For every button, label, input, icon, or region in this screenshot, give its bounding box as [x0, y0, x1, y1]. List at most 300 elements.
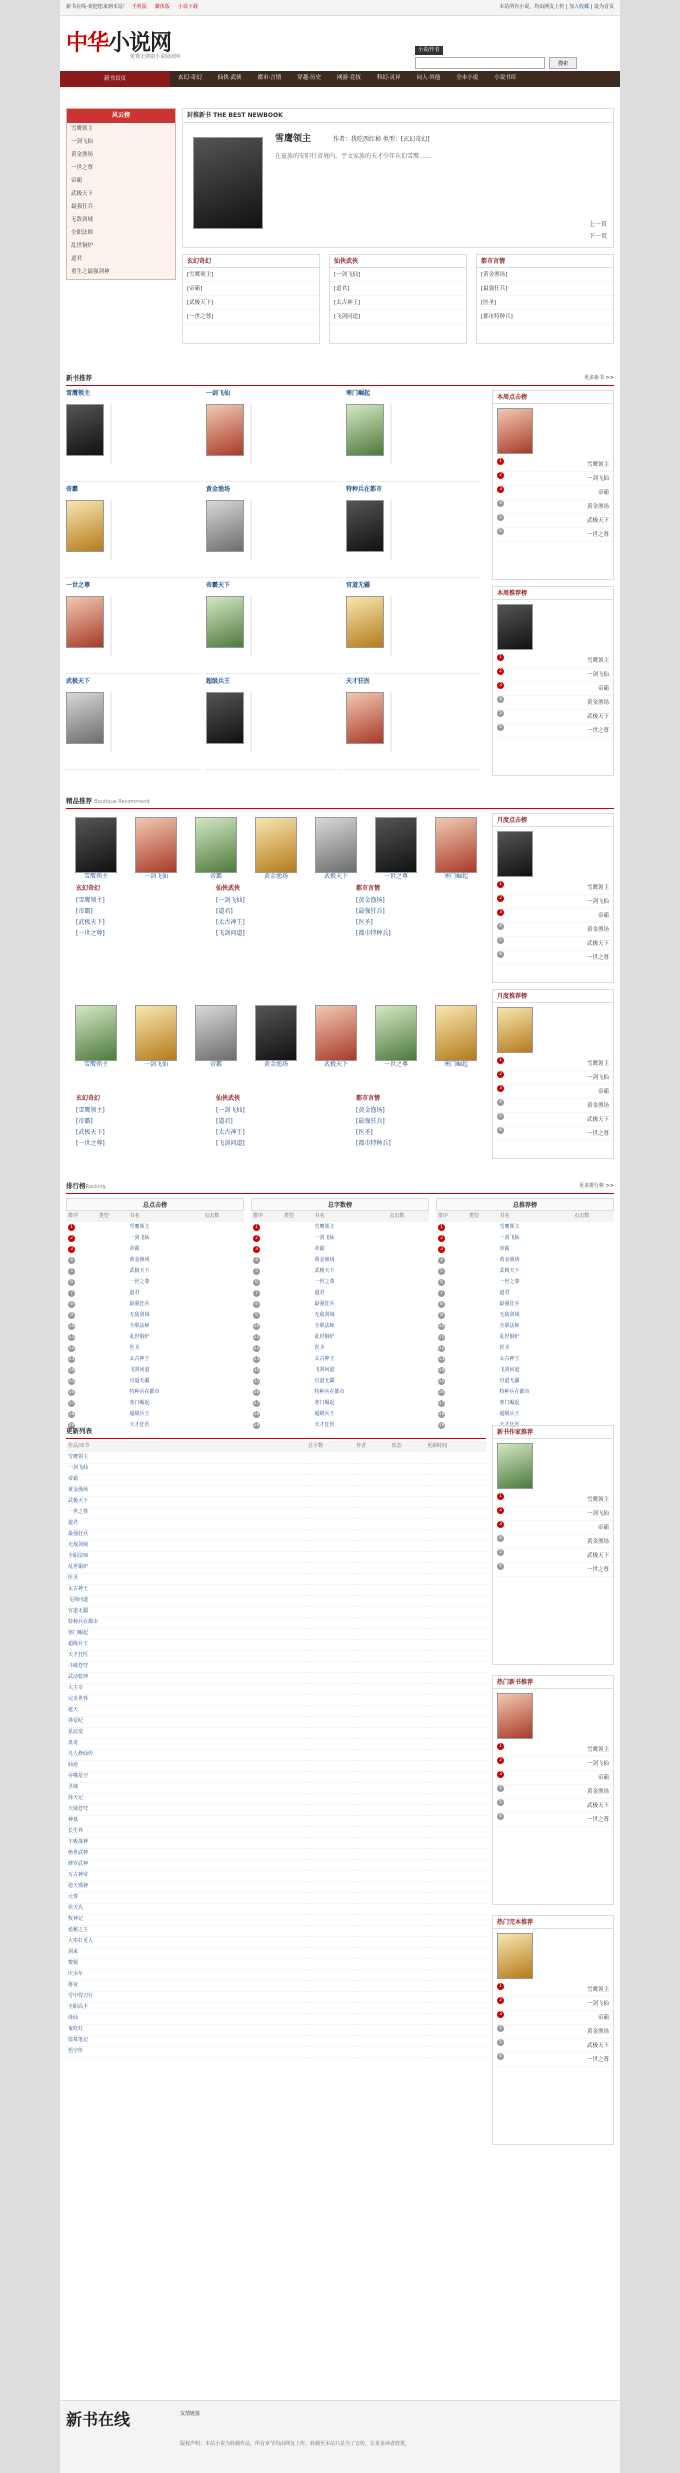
boutique-category-item[interactable]: [道君]	[216, 908, 233, 915]
ranking-book[interactable]: 太古神王	[129, 1356, 150, 1362]
side-list-item[interactable]	[493, 1549, 613, 1563]
boutique-name[interactable]: 一剑飞仙	[143, 873, 168, 880]
side-list-item[interactable]	[493, 1493, 613, 1507]
boutique-book[interactable]	[311, 1005, 361, 1069]
side-list-item[interactable]	[493, 472, 613, 486]
ranking-book[interactable]: 帝霸	[499, 1246, 510, 1252]
ranking-row[interactable]	[66, 1244, 244, 1255]
boutique-cover[interactable]	[75, 817, 117, 873]
ranking-book[interactable]: 寒门崛起	[314, 1400, 335, 1406]
side-list-name[interactable]: 一剑飞仙	[586, 476, 609, 482]
ranking-row[interactable]	[436, 1244, 614, 1255]
ranking-book[interactable]: 道君	[499, 1290, 510, 1296]
fengyun-item[interactable]	[67, 253, 175, 266]
update-book[interactable]: 道君	[68, 1520, 79, 1526]
ranking-row[interactable]	[66, 1376, 244, 1387]
update-row[interactable]	[66, 1496, 486, 1507]
new-book-cover[interactable]	[66, 500, 104, 552]
boutique-category-item[interactable]: [武极天下]	[76, 919, 105, 926]
boutique-book[interactable]	[251, 817, 301, 881]
side-list-name[interactable]: 帝霸	[597, 490, 609, 496]
update-book[interactable]: 医圣	[68, 1575, 79, 1581]
update-book[interactable]: 黄金渔场	[68, 1487, 89, 1493]
update-row[interactable]	[66, 1683, 486, 1694]
ranking-row[interactable]	[436, 1266, 614, 1277]
side-list-item[interactable]	[493, 2053, 613, 2067]
boutique-book[interactable]	[131, 1005, 181, 1069]
side-list-item[interactable]	[493, 1771, 613, 1785]
side-list-name[interactable]: 一世之尊	[586, 1567, 609, 1573]
ranking-row[interactable]	[251, 1409, 429, 1420]
category-item[interactable]: [黄金渔场]	[477, 268, 613, 282]
new-book-title[interactable]: 雪鹰领主	[66, 390, 91, 397]
update-book[interactable]: 全职法师	[68, 1553, 89, 1559]
update-book[interactable]: 圣墟	[68, 1784, 79, 1790]
update-row[interactable]	[66, 2024, 486, 2035]
side-list-name[interactable]: 黄金渔场	[586, 1539, 609, 1545]
boutique-category-item[interactable]: [医圣]	[356, 919, 373, 926]
fengyun-item-name[interactable]: 雪鹰领主	[71, 126, 94, 132]
update-book[interactable]: 诛仙	[68, 2015, 79, 2021]
update-row[interactable]	[66, 1848, 486, 1859]
update-book[interactable]: 绝世武神	[68, 1850, 89, 1856]
ranking-book[interactable]: 最强狂兵	[499, 1301, 520, 1307]
side-list-name[interactable]: 雪鹰领主	[586, 658, 609, 664]
update-row[interactable]	[66, 2013, 486, 2024]
nav-item[interactable]: 小说书库	[494, 75, 517, 82]
side-list-item[interactable]	[493, 724, 613, 738]
new-book-card[interactable]	[346, 486, 482, 578]
update-row[interactable]	[66, 1562, 486, 1573]
ranking-row[interactable]	[66, 1409, 244, 1420]
boutique-name[interactable]: 武极天下	[323, 1061, 348, 1068]
category-item[interactable]: [飞剑问道]	[330, 310, 466, 324]
side-list-name[interactable]: 黄金渔场	[586, 504, 609, 510]
side-list-name[interactable]: 武极天下	[586, 714, 609, 720]
side-list-item[interactable]	[493, 1057, 613, 1071]
side-list-item[interactable]	[493, 500, 613, 514]
fengyun-item[interactable]	[67, 188, 175, 201]
new-book-cover[interactable]	[66, 404, 104, 456]
update-row[interactable]	[66, 1815, 486, 1826]
update-row[interactable]	[66, 1826, 486, 1837]
month-rec-cover[interactable]	[497, 1007, 533, 1053]
ranking-book[interactable]: 武极天下	[314, 1268, 335, 1274]
new-book-cover[interactable]	[206, 500, 244, 552]
side-list-item[interactable]	[493, 951, 613, 965]
fengyun-item-name[interactable]: 帝霸	[71, 178, 83, 184]
ranking-book[interactable]: 官道无疆	[129, 1378, 150, 1384]
ranking-book[interactable]: 官道无疆	[314, 1378, 335, 1384]
ranking-book[interactable]: 雪鹰领主	[314, 1224, 335, 1230]
new-book-card[interactable]	[66, 582, 202, 674]
side-list-item[interactable]	[493, 1071, 613, 1085]
side-list-item[interactable]	[493, 1757, 613, 1771]
side-list-item[interactable]	[493, 1507, 613, 1521]
ranking-book[interactable]: 超级兵王	[314, 1411, 335, 1417]
fengyun-item[interactable]	[67, 227, 175, 240]
ranking-book[interactable]: 官道无疆	[499, 1378, 520, 1384]
side-list-name[interactable]: 黄金渔场	[586, 1103, 609, 1109]
category-item[interactable]: [医圣]	[477, 296, 613, 310]
ranking-row[interactable]	[436, 1310, 614, 1321]
update-row[interactable]	[66, 1881, 486, 1892]
update-row[interactable]	[66, 1705, 486, 1716]
boutique-book[interactable]	[71, 1005, 121, 1069]
ranking-row[interactable]	[436, 1409, 614, 1420]
fengyun-item[interactable]	[67, 162, 175, 175]
side-list-item[interactable]	[493, 1535, 613, 1549]
update-book[interactable]: 飞剑问道	[68, 1597, 89, 1603]
ranking-row[interactable]	[251, 1365, 429, 1376]
boutique-cover[interactable]	[75, 1005, 117, 1061]
update-row[interactable]	[66, 1727, 486, 1738]
ranking-row[interactable]	[436, 1343, 614, 1354]
ranking-book[interactable]: 天才狂医	[129, 1422, 150, 1428]
side-list-item[interactable]	[493, 1983, 613, 1997]
ranking-book[interactable]: 一世之尊	[314, 1279, 335, 1285]
update-book[interactable]: 悟空传	[68, 2048, 84, 2054]
side-list-item[interactable]	[493, 1743, 613, 1757]
boutique-category-item[interactable]: [都市特种兵]	[356, 1140, 391, 1147]
ranking-row[interactable]	[251, 1376, 429, 1387]
update-book[interactable]: 盗墓笔记	[68, 2037, 89, 2043]
boutique-category-item[interactable]: [飞剑问道]	[216, 1140, 245, 1147]
side-list-name[interactable]: 一世之尊	[586, 1817, 609, 1823]
boutique-book[interactable]	[191, 817, 241, 881]
ranking-row[interactable]	[66, 1310, 244, 1321]
ranking-row[interactable]	[436, 1332, 614, 1343]
side-list-item[interactable]	[493, 909, 613, 923]
ranking-row[interactable]	[66, 1387, 244, 1398]
search-button[interactable]: 搜索	[549, 57, 577, 69]
boutique-category-item[interactable]: [太古神王]	[216, 919, 245, 926]
boutique-name[interactable]: 寒门崛起	[443, 1061, 468, 1068]
side-list-name[interactable]: 一剑飞仙	[586, 2001, 609, 2007]
ranking-book[interactable]: 无敌剑域	[129, 1312, 150, 1318]
ranking-book[interactable]: 武极天下	[499, 1268, 520, 1274]
ranking-row[interactable]	[66, 1332, 244, 1343]
ranking-book[interactable]: 道君	[314, 1290, 325, 1296]
boutique-category-item[interactable]: [道君]	[216, 1118, 233, 1125]
update-row[interactable]	[66, 1859, 486, 1870]
category-item[interactable]: [太古神王]	[330, 296, 466, 310]
new-book-cover[interactable]	[206, 596, 244, 648]
ranking-row[interactable]	[66, 1354, 244, 1365]
ranking-book[interactable]: 全职法师	[314, 1323, 335, 1329]
nav-item[interactable]: 玄幻·奇幻	[178, 75, 202, 82]
boutique-category-item[interactable]: [太古神王]	[216, 1129, 245, 1136]
ranking-row[interactable]	[436, 1365, 614, 1376]
side-list-item[interactable]	[493, 937, 613, 951]
update-book[interactable]: 庆余年	[68, 1971, 84, 1977]
side-list-name[interactable]: 帝霸	[597, 686, 609, 692]
download-link[interactable]: 小说下载	[177, 4, 198, 10]
update-book[interactable]: 天才狂医	[68, 1652, 89, 1658]
ranking-book[interactable]: 一剑飞仙	[314, 1235, 335, 1241]
category-item[interactable]: [武极天下]	[183, 296, 319, 310]
boutique-book[interactable]	[431, 817, 481, 881]
boutique-name[interactable]: 黄金渔场	[263, 873, 288, 880]
side-list-name[interactable]: 武极天下	[586, 941, 609, 947]
fengyun-item[interactable]	[67, 214, 175, 227]
new-book-title[interactable]: 帝霸	[66, 486, 79, 493]
update-book[interactable]: 修罗武神	[68, 1861, 89, 1867]
update-book[interactable]: 乱世铜炉	[68, 1564, 89, 1570]
boutique-category-item[interactable]: [帝霸]	[76, 908, 93, 915]
boutique-book[interactable]	[371, 1005, 421, 1069]
boutique-cover[interactable]	[315, 817, 357, 873]
boutique-name[interactable]: 寒门崛起	[443, 873, 468, 880]
side-list-name[interactable]: 帝霸	[597, 1525, 609, 1531]
new-book-title[interactable]: 超级兵王	[206, 678, 231, 685]
update-row[interactable]	[66, 1474, 486, 1485]
side-list-item[interactable]	[493, 881, 613, 895]
update-book[interactable]: 天域苍穹	[68, 1806, 89, 1812]
update-book[interactable]: 莽荒纪	[68, 1718, 84, 1724]
homepage-link[interactable]: 设为首页	[593, 4, 614, 10]
update-book[interactable]: 无敌剑域	[68, 1542, 89, 1548]
new-book-title[interactable]: 寒门崛起	[346, 390, 371, 397]
side-list-item[interactable]	[493, 1997, 613, 2011]
side-list-item[interactable]	[493, 1799, 613, 1813]
boutique-cover[interactable]	[135, 1005, 177, 1061]
update-row[interactable]	[66, 2002, 486, 2013]
update-book[interactable]: 择天记	[68, 1795, 84, 1801]
category-item[interactable]: [最强狂兵]	[477, 282, 613, 296]
side-list-name[interactable]: 武极天下	[586, 1117, 609, 1123]
ranking-book[interactable]: 太古神王	[314, 1356, 335, 1362]
new-book-cover[interactable]	[346, 500, 384, 552]
update-book[interactable]: 吞噬星空	[68, 1773, 89, 1779]
ranking-row[interactable]	[251, 1321, 429, 1332]
search-type-select[interactable]: 小说/作者	[415, 46, 443, 55]
side-list-item[interactable]	[493, 1813, 613, 1827]
boutique-name[interactable]: 雪鹰领主	[83, 1061, 108, 1068]
ranking-row[interactable]	[436, 1299, 614, 1310]
side-list-item[interactable]	[493, 1099, 613, 1113]
side-list-item[interactable]	[493, 923, 613, 937]
side-list-name[interactable]: 雪鹰领主	[586, 462, 609, 468]
update-book[interactable]: 长生界	[68, 1828, 84, 1834]
update-book[interactable]: 最强狂兵	[68, 1531, 89, 1537]
update-book[interactable]: 大主宰	[68, 1685, 84, 1691]
boutique-category-item[interactable]: [都市特种兵]	[356, 930, 391, 937]
nav-item[interactable]: 全本小说	[456, 75, 479, 82]
fengyun-item-name[interactable]: 最强狂兵	[71, 204, 94, 210]
nav-home[interactable]: 新书首页	[60, 71, 170, 87]
boutique-name[interactable]: 帝霸	[209, 873, 222, 880]
boutique-name[interactable]: 帝霸	[209, 1061, 222, 1068]
ranking-row[interactable]	[66, 1398, 244, 1409]
side-list-name[interactable]: 帝霸	[597, 913, 609, 919]
new-book-cover[interactable]	[206, 692, 244, 744]
side-list-name[interactable]: 雪鹰领主	[586, 1987, 609, 1993]
category-item[interactable]: [一剑飞仙]	[330, 268, 466, 282]
ranking-book[interactable]: 黄金渔场	[499, 1257, 520, 1263]
new-book-card[interactable]	[206, 390, 342, 482]
update-book[interactable]: 遮天	[68, 1707, 79, 1713]
ranking-book[interactable]: 武极天下	[129, 1268, 150, 1274]
ranking-book[interactable]: 寒门崛起	[499, 1400, 520, 1406]
ranking-book[interactable]: 飞剑问道	[499, 1367, 520, 1373]
new-book-cover[interactable]	[346, 692, 384, 744]
new-book-title[interactable]: 官道无疆	[346, 582, 371, 589]
update-row[interactable]	[66, 1793, 486, 1804]
ranking-book[interactable]: 超级兵王	[499, 1411, 520, 1417]
update-row[interactable]	[66, 2035, 486, 2046]
ranking-book[interactable]: 医圣	[129, 1345, 140, 1351]
prev-page[interactable]: 上一页	[588, 221, 607, 228]
ranking-book[interactable]: 飞剑问道	[314, 1367, 335, 1373]
ranking-more[interactable]: 更多排行榜 >>	[579, 1183, 614, 1189]
update-row[interactable]	[66, 1892, 486, 1903]
boutique-book[interactable]	[311, 817, 361, 881]
ranking-row[interactable]	[251, 1299, 429, 1310]
update-book[interactable]: 逆天邪神	[68, 1883, 89, 1889]
update-book[interactable]: 神墓	[68, 1817, 79, 1823]
update-book[interactable]: 剑来	[68, 1949, 79, 1955]
new-book-title[interactable]: 黄金渔场	[206, 486, 231, 493]
update-book[interactable]: 万古神帝	[68, 1872, 89, 1878]
ranking-row[interactable]	[251, 1310, 429, 1321]
new-book-card[interactable]	[206, 678, 342, 770]
ranking-row[interactable]	[66, 1255, 244, 1266]
nav-item[interactable]: 都市·言情	[257, 75, 282, 82]
side-list-item[interactable]	[493, 1113, 613, 1127]
update-row[interactable]	[66, 1771, 486, 1782]
ranking-book[interactable]: 一剑飞仙	[129, 1235, 150, 1241]
hot-new-rec-cover[interactable]	[497, 1693, 533, 1739]
ranking-book[interactable]: 一世之尊	[129, 1279, 150, 1285]
fengyun-item[interactable]	[67, 149, 175, 162]
side-list-item[interactable]	[493, 710, 613, 724]
ranking-row[interactable]	[251, 1266, 429, 1277]
author-rec-cover[interactable]	[497, 1443, 533, 1489]
update-row[interactable]	[66, 1738, 486, 1749]
update-row[interactable]	[66, 1617, 486, 1628]
update-row[interactable]	[66, 1914, 486, 1925]
new-book-cover[interactable]	[66, 596, 104, 648]
side-list-name[interactable]: 黄金渔场	[586, 927, 609, 933]
side-list-name[interactable]: 雪鹰领主	[586, 1747, 609, 1753]
ranking-book[interactable]: 特种兵在都市	[499, 1389, 530, 1395]
side-list-item[interactable]	[493, 514, 613, 528]
ranking-row[interactable]	[251, 1288, 429, 1299]
update-row[interactable]	[66, 1716, 486, 1727]
update-row[interactable]	[66, 1672, 486, 1683]
ranking-row[interactable]	[66, 1233, 244, 1244]
ranking-row[interactable]	[66, 1343, 244, 1354]
boutique-category-item[interactable]: [一世之尊]	[76, 930, 105, 937]
update-book[interactable]: 完美世界	[68, 1696, 89, 1702]
side-list-name[interactable]: 武极天下	[586, 1803, 609, 1809]
boutique-cover[interactable]	[375, 1005, 417, 1061]
update-row[interactable]	[66, 1694, 486, 1705]
update-book[interactable]: 寒门崛起	[68, 1630, 89, 1636]
boutique-name[interactable]: 黄金渔场	[263, 1061, 288, 1068]
new-book-title[interactable]: 特种兵在都市	[346, 486, 383, 493]
new-book-title[interactable]: 一剑飞仙	[206, 390, 231, 397]
ranking-row[interactable]	[436, 1376, 614, 1387]
ranking-book[interactable]: 特种兵在都市	[314, 1389, 345, 1395]
category-item[interactable]: [都市特种兵]	[477, 310, 613, 324]
side-list-item[interactable]	[493, 682, 613, 696]
side-list-name[interactable]: 黄金渔场	[586, 2029, 609, 2035]
update-book[interactable]: 斗破苍穹	[68, 1663, 89, 1669]
ranking-row[interactable]	[436, 1222, 614, 1233]
update-book[interactable]: 一剑飞仙	[68, 1465, 89, 1471]
fengyun-item-name[interactable]: 一世之尊	[71, 165, 94, 171]
update-row[interactable]	[66, 1540, 486, 1551]
ranking-book[interactable]: 乱世铜炉	[314, 1334, 335, 1340]
boutique-category-item[interactable]: [帝霸]	[76, 1118, 93, 1125]
new-book-card[interactable]	[66, 678, 202, 770]
boutique-category-item[interactable]: [黄金渔场]	[356, 1107, 385, 1114]
side-list-name[interactable]: 一世之尊	[586, 955, 609, 961]
nav-item[interactable]: 同人·其他	[416, 75, 441, 82]
ranking-row[interactable]	[66, 1277, 244, 1288]
boutique-category-item[interactable]: [飞剑问道]	[216, 930, 245, 937]
ranking-book[interactable]: 帝霸	[129, 1246, 140, 1252]
ranking-book[interactable]: 特种兵在都市	[129, 1389, 160, 1395]
side-list-item[interactable]	[493, 1085, 613, 1099]
fengyun-item[interactable]	[67, 175, 175, 188]
ranking-book[interactable]: 最强狂兵	[129, 1301, 150, 1307]
boutique-name[interactable]: 一世之尊	[383, 873, 408, 880]
update-row[interactable]	[66, 1551, 486, 1562]
ranking-row[interactable]	[251, 1354, 429, 1365]
side-list-name[interactable]: 一剑飞仙	[586, 1761, 609, 1767]
ranking-book[interactable]: 乱世铜炉	[499, 1334, 520, 1340]
side-list-name[interactable]: 雪鹰领主	[586, 1061, 609, 1067]
ranking-book[interactable]: 天才狂医	[314, 1422, 335, 1428]
side-list-name[interactable]: 帝霸	[597, 2015, 609, 2021]
update-book[interactable]: 武极天下	[68, 1498, 89, 1504]
search-input[interactable]	[415, 57, 545, 69]
boutique-cover[interactable]	[435, 817, 477, 873]
update-row[interactable]	[66, 1507, 486, 1518]
ranking-row[interactable]	[66, 1365, 244, 1376]
boutique-cover[interactable]	[375, 817, 417, 873]
nav-item[interactable]: 仙侠·武侠	[217, 75, 242, 82]
side-list-item[interactable]	[493, 1785, 613, 1799]
boutique-book[interactable]	[431, 1005, 481, 1069]
boutique-cover[interactable]	[255, 817, 297, 873]
favorite-link[interactable]: 加入收藏	[569, 4, 590, 10]
update-book[interactable]: 诡秘之主	[68, 1927, 89, 1933]
ranking-book[interactable]: 太古神王	[499, 1356, 520, 1362]
ranking-row[interactable]	[251, 1244, 429, 1255]
side-list-name[interactable]: 雪鹰领主	[586, 1497, 609, 1503]
new-book-card[interactable]	[346, 678, 482, 770]
new-rec-more[interactable]: 更多新书 >>	[584, 375, 614, 381]
ranking-book[interactable]: 无敌剑域	[314, 1312, 335, 1318]
ranking-book[interactable]: 道君	[129, 1290, 140, 1296]
fengyun-item[interactable]	[67, 136, 175, 149]
update-book[interactable]: 星辰变	[68, 1729, 84, 1735]
boutique-cover[interactable]	[135, 817, 177, 873]
fengyun-item-name[interactable]: 无敌剑域	[71, 217, 94, 223]
side-list-item[interactable]	[493, 1521, 613, 1535]
update-row[interactable]	[66, 1760, 486, 1771]
ranking-book[interactable]: 一剑飞仙	[499, 1235, 520, 1241]
update-book[interactable]: 帝霸	[68, 1476, 79, 1482]
ranking-row[interactable]	[251, 1387, 429, 1398]
boutique-name[interactable]: 一世之尊	[383, 1061, 408, 1068]
boutique-name[interactable]: 武极天下	[323, 873, 348, 880]
side-list-name[interactable]: 帝霸	[597, 1089, 609, 1095]
